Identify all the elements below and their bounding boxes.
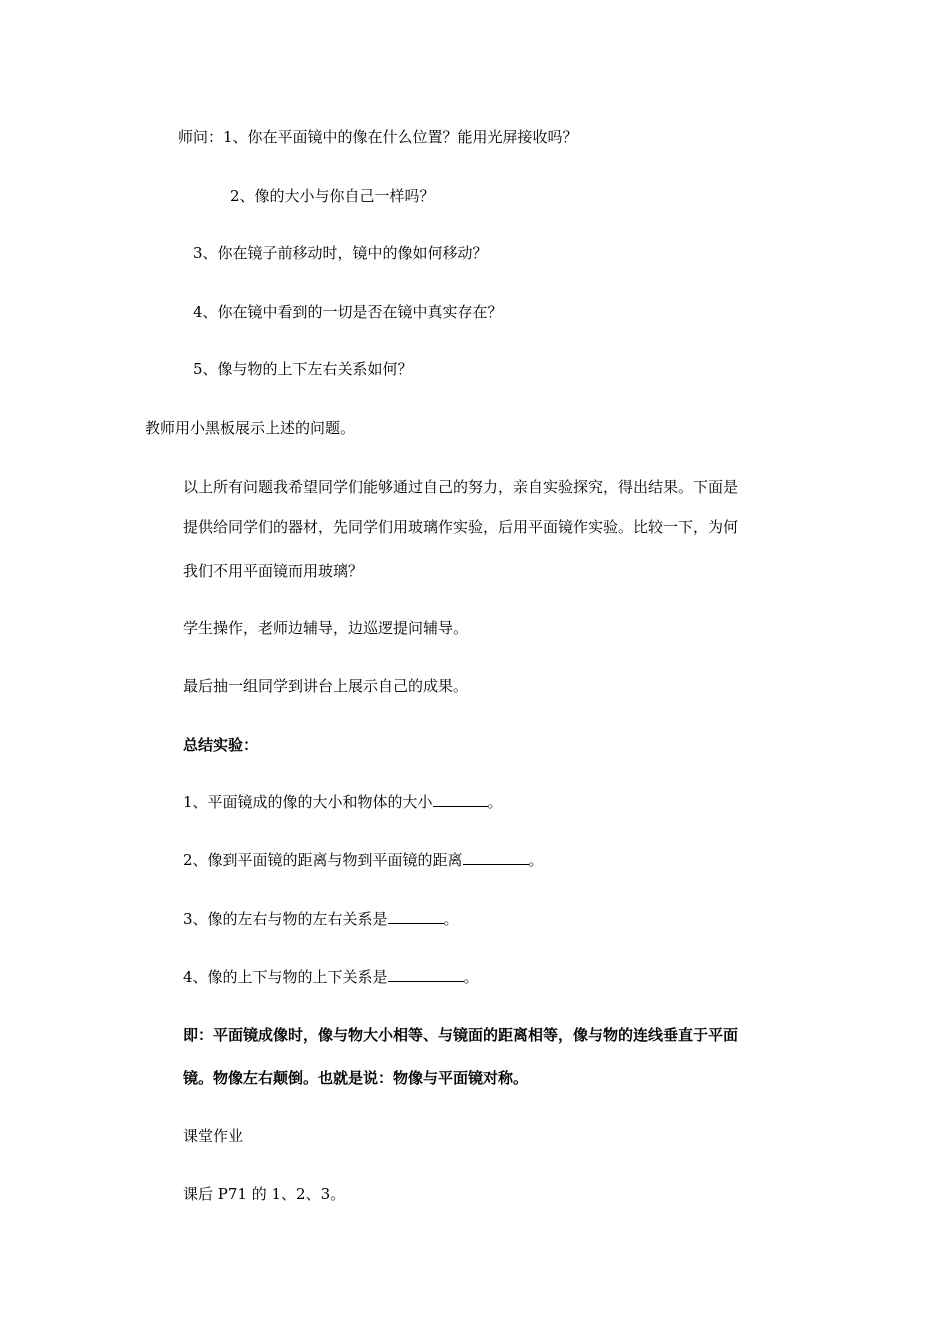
- fill-in-blank[interactable]: [433, 792, 488, 807]
- summary-item-text: 3、像的左右与物的左右关系是: [183, 910, 388, 928]
- summary-item-2: [183, 850, 544, 870]
- question-1: 师问：1、你在平面镜中的像在什么位置？能用光屏接收吗？: [178, 128, 578, 146]
- homework-heading: 课堂作业: [183, 1127, 244, 1145]
- student-operation: 学生操作，老师边辅导，边巡逻提问辅导。: [183, 619, 469, 637]
- summary-item-1: [183, 792, 503, 812]
- summary-item-end: 。: [463, 968, 479, 986]
- summary-item-4: [183, 967, 479, 987]
- fill-in-blank[interactable]: [388, 909, 444, 924]
- question-2: 2、像的大小与你自己一样吗？: [230, 187, 435, 205]
- summary-item-text: 2、像到平面镜的距离与物到平面镜的距离: [183, 851, 463, 869]
- summary-item-end: 。: [528, 851, 544, 869]
- fill-in-blank[interactable]: [463, 850, 529, 865]
- fill-in-blank[interactable]: [388, 967, 464, 982]
- conclusion-line-2: 镜。物像左右颠倒。也就是说：物像与平面镜对称。: [183, 1069, 529, 1087]
- blackboard-note: 教师用小黑板展示上述的问题。: [145, 419, 356, 437]
- summary-item-text: 1、平面镜成的像的大小和物体的大小: [183, 793, 433, 811]
- summary-item-3: [183, 909, 459, 929]
- intro-paragraph-line-3: 我们不用平面镜而用玻璃？: [183, 562, 364, 580]
- question-3: 3、你在镜子前移动时，镜中的像如何移动？: [193, 244, 488, 262]
- question-4: 4、你在镜中看到的一切是否在镜中真实存在？: [193, 303, 503, 321]
- conclusion-line-1: 即：平面镜成像时，像与物大小相等、与镜面的距离相等，像与物的连线垂直于平面: [183, 1026, 739, 1044]
- summary-item-text: 4、像的上下与物的上下关系是: [183, 968, 388, 986]
- intro-paragraph-line-2: 提供给同学们的器材，先同学们用玻璃作实验，后用平面镜作实验。比较一下，为何: [183, 518, 739, 536]
- summary-heading: 总结实验：: [183, 736, 259, 754]
- presentation-note: 最后抽一组同学到讲台上展示自己的成果。: [183, 677, 469, 695]
- intro-paragraph-line-1: 以上所有问题我希望同学们能够通过自己的努力，亲自实验探究，得出结果。下面是: [183, 478, 739, 496]
- question-5: 5、像与物的上下左右关系如何？: [193, 360, 413, 378]
- summary-item-end: 。: [487, 793, 503, 811]
- homework-content: 课后 P71 的 1、2、3。: [183, 1185, 346, 1203]
- summary-item-end: 。: [443, 910, 459, 928]
